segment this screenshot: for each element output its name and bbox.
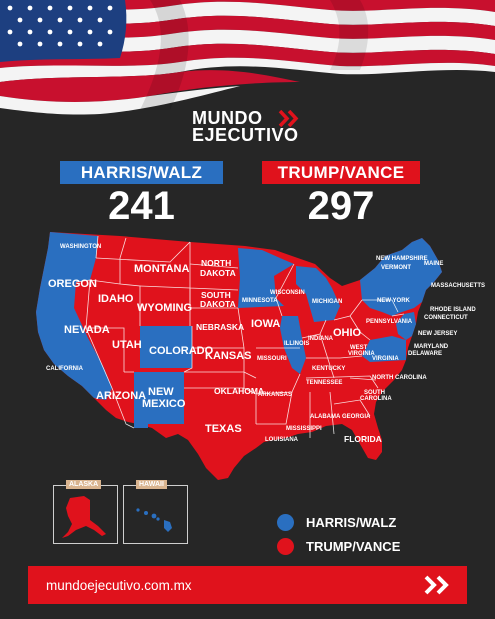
state-label-missouri: MISSOURI bbox=[257, 356, 287, 362]
hawaii-inset bbox=[123, 481, 188, 544]
state-label-colorado: COLORADO bbox=[149, 345, 214, 357]
state-label-west-virginia-1: WEST bbox=[350, 345, 368, 351]
state-label-west-virginia-2: VIRGINIA bbox=[348, 351, 375, 357]
state-label-california: CALIFORNIA bbox=[46, 366, 83, 372]
state-label-mississippi: MISSISSIPPI bbox=[286, 426, 322, 432]
state-label-alabama: ALABAMA bbox=[310, 414, 341, 420]
state-label-maine: MAINE bbox=[424, 261, 444, 267]
mundo-ejecutivo-logo bbox=[192, 110, 332, 152]
state-label-rhode-island: RHODE ISLAND bbox=[430, 307, 476, 313]
state-label-texas: TEXAS bbox=[205, 423, 242, 435]
state-label-vermont: VERMONT bbox=[381, 265, 411, 271]
state-label-maryland: MARYLAND bbox=[414, 344, 449, 350]
state-label-louisiana: LOUISIANA bbox=[265, 437, 298, 443]
logo-line-1: MUNDO bbox=[192, 108, 263, 128]
state-label-kansas: KANSAS bbox=[205, 350, 252, 362]
logo-line-2: EJECUTIVO bbox=[192, 125, 299, 145]
state-label-georgia: GEORGIA bbox=[342, 414, 371, 420]
state-label-montana: MONTANA bbox=[134, 263, 190, 275]
legend-label-trump: TRUMP/VANCE bbox=[306, 538, 401, 554]
state-label-utah: UTAH bbox=[112, 339, 142, 351]
state-label-pennsylvania: PENNSYLVANIA bbox=[366, 319, 413, 325]
american-flag-banner bbox=[0, 0, 495, 122]
state-label-oregon: OREGON bbox=[48, 278, 97, 290]
harris-electoral-votes: 241 bbox=[108, 184, 175, 228]
state-label-south-dakota-2: DAKOTA bbox=[200, 299, 236, 309]
harris-walz-label: HARRIS/WALZ bbox=[60, 161, 223, 184]
state-label-virginia: VIRGINIA bbox=[372, 356, 399, 362]
state-label-arkansas: ARKANSAS bbox=[258, 392, 293, 398]
state-label-south-carolina-1: SOUTH bbox=[364, 390, 385, 396]
legend-label-harris: HARRIS/WALZ bbox=[306, 514, 397, 530]
state-label-florida: FLORIDA bbox=[344, 434, 382, 444]
hawaii-tag: HAWAII bbox=[136, 480, 167, 489]
state-label-ohio: OHIO bbox=[333, 327, 362, 339]
footer-bar bbox=[28, 566, 467, 604]
state-label-connecticut: CONNECTICUT bbox=[424, 315, 468, 321]
hawaii-shape bbox=[124, 486, 187, 543]
legend-item-trump bbox=[277, 536, 400, 556]
state-label-wyoming: WYOMING bbox=[137, 302, 192, 314]
state-label-massachusetts: MASSACHUSETTS bbox=[431, 283, 486, 289]
state-label-south-carolina-2: CAROLINA bbox=[360, 396, 392, 402]
state-label-arizona: ARIZONA bbox=[96, 390, 147, 402]
state-label-nebraska: NEBRASKA bbox=[196, 322, 245, 332]
logo-chevron-icon bbox=[278, 110, 304, 127]
state-label-tennessee: TENNESSEE bbox=[306, 380, 343, 386]
double-chevron-right-icon[interactable] bbox=[423, 575, 453, 595]
trump-electoral-votes: 297 bbox=[307, 184, 375, 228]
state-label-oklahoma: OKLAHOMA bbox=[214, 386, 265, 396]
legend-item-harris bbox=[277, 512, 396, 532]
state-label-michigan: MICHIGAN bbox=[312, 299, 343, 305]
state-label-kentucky: KENTUCKY bbox=[312, 366, 346, 372]
state-label-illinois: ILLINOIS bbox=[284, 341, 310, 347]
state-label-north-carolina: NORTH CAROLINA bbox=[372, 375, 427, 381]
red-dot-icon bbox=[277, 538, 294, 555]
northeast-blue bbox=[360, 238, 442, 316]
state-label-north-dakota-2: DAKOTA bbox=[200, 268, 236, 278]
alaska-tag: ALASKA bbox=[66, 480, 101, 489]
state-label-new-hampshire: NEW HAMPSHIRE bbox=[376, 256, 428, 262]
footer-url-link[interactable]: mundoejecutivo.com.mx bbox=[46, 577, 192, 593]
state-label-delaware: DELAWARE bbox=[408, 351, 443, 357]
state-label-washington: WASHINGTON bbox=[60, 244, 102, 250]
state-label-minnesota: MINNESOTA bbox=[242, 298, 278, 304]
state-label-new-york: NEW YORK bbox=[377, 298, 410, 304]
alaska-shape bbox=[54, 486, 117, 543]
state-label-new-mexico-2: MEXICO bbox=[142, 398, 186, 410]
state-label-north-dakota-1: NORTH bbox=[201, 258, 232, 268]
state-label-new-jersey: NEW JERSEY bbox=[418, 331, 458, 337]
blue-dot-icon bbox=[277, 514, 294, 531]
state-label-wisconsin: WISCONSIN bbox=[270, 290, 305, 296]
state-label-indiana: INDIANA bbox=[308, 336, 333, 342]
alaska-inset bbox=[53, 481, 118, 544]
state-label-iowa: IOWA bbox=[251, 318, 281, 330]
state-label-idaho: IDAHO bbox=[98, 293, 134, 305]
state-label-nevada: NEVADA bbox=[64, 324, 110, 336]
state-label-new-mexico-1: NEW bbox=[148, 386, 174, 398]
trump-vance-label: TRUMP/VANCE bbox=[262, 161, 420, 184]
state-label-south-dakota-1: SOUTH bbox=[201, 290, 231, 300]
